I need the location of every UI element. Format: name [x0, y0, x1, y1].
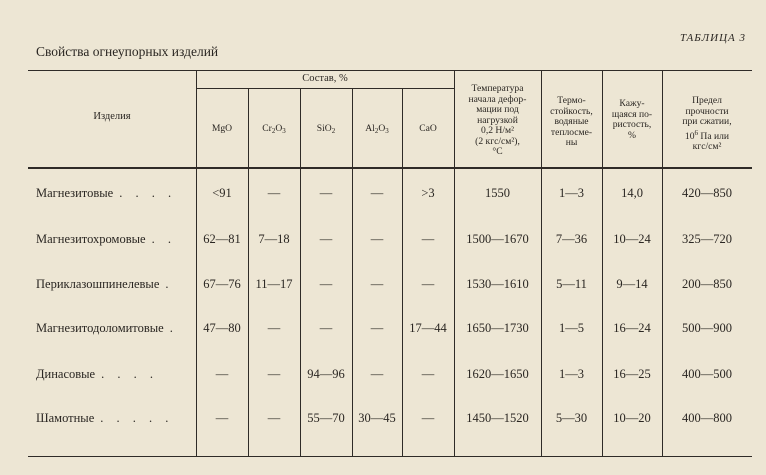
header-thermal-stability: Термо- стойкость, водяные теплосме- ны — [550, 95, 593, 148]
cell-sio2: 94—96 — [307, 367, 345, 381]
cell-al2o3: 30—45 — [358, 411, 396, 425]
cell-sio2: — — [319, 232, 333, 246]
cell-strength: 200—850 — [682, 277, 732, 291]
table-number-label: ТАБЛИЦА 3 — [680, 32, 746, 44]
cell-sio2: — — [319, 277, 333, 291]
cell-al2o3: — — [370, 277, 384, 291]
cell-cr2o3: 7—18 — [258, 232, 290, 246]
header-temperature: Температура начала дефор- мации под нагрузкой 0,2 Н/м² (2 кгс/см²), °C — [468, 83, 527, 157]
cell-cr2o3: — — [267, 321, 281, 335]
cell-thermo: 5—30 — [555, 411, 588, 425]
header-product-label: Изделия — [93, 111, 131, 122]
col-divider — [300, 88, 301, 456]
bottom-rule — [28, 456, 752, 457]
cell-cr2o3: — — [267, 186, 281, 200]
cell-mgo: — — [215, 411, 229, 425]
cell-porosity: 10—20 — [613, 411, 651, 425]
header-al2o3: $Al_2O_3$ — [365, 123, 389, 135]
col-divider — [402, 88, 403, 456]
cell-temp: 1500—1670 — [466, 232, 529, 246]
cell-strength: 420—850 — [682, 186, 732, 200]
cell-cr2o3: — — [267, 411, 281, 425]
row-name: Периклазошпинелевые . — [36, 277, 174, 291]
header-composition-label: Состав, % — [302, 73, 348, 84]
header-cao: CaO — [419, 123, 437, 134]
cell-thermo: 7—36 — [555, 232, 588, 246]
header-bottom-rule — [28, 167, 752, 169]
composition-rule — [196, 88, 454, 89]
cell-strength: 325—720 — [682, 232, 732, 246]
cell-mgo: — — [215, 367, 229, 381]
cell-thermo: 1—3 — [559, 186, 584, 200]
header-strength: Предел прочности при сжатии, $10^6$ Па или кгс/см² — [682, 95, 732, 152]
cell-mgo: 62—81 — [203, 232, 241, 246]
header-product — [28, 112, 196, 123]
header-cr2o3: $Cr_2O_3$ — [262, 123, 286, 135]
cell-cao: — — [421, 277, 435, 291]
row-name: Магнезитовые . . . . — [36, 186, 177, 200]
cell-porosity: 9—14 — [616, 277, 648, 291]
cell-cao: 17—44 — [409, 321, 447, 335]
cell-al2o3: — — [370, 186, 384, 200]
cell-temp: 1450—1520 — [466, 411, 529, 425]
cell-cao: — — [421, 411, 435, 425]
col-divider — [248, 88, 249, 456]
cell-mgo: 47—80 — [203, 321, 241, 335]
header-porosity: Кажу- щаяся по- ристость, % — [611, 98, 653, 141]
cell-temp: 1650—1730 — [466, 321, 529, 335]
cell-sio2: 55—70 — [307, 411, 345, 425]
cell-strength: 500—900 — [682, 321, 732, 335]
cell-cr2o3: — — [267, 367, 281, 381]
cell-cao: — — [421, 367, 435, 381]
cell-al2o3: — — [370, 321, 384, 335]
cell-strength: 400—800 — [682, 411, 732, 425]
cell-porosity: 16—24 — [613, 321, 651, 335]
cell-mgo: <91 — [212, 186, 232, 200]
cell-cr2o3: 11—17 — [255, 277, 293, 291]
cell-porosity: 10—24 — [613, 232, 651, 246]
header-sio2: SiO$_2$ — [316, 123, 336, 135]
header-composition — [196, 74, 454, 85]
cell-porosity: 14,0 — [621, 186, 643, 200]
cell-cao: >3 — [421, 186, 435, 200]
cell-thermo: 1—3 — [559, 367, 584, 381]
table-caption: Свойства огнеупорных изделий — [36, 44, 219, 59]
cell-mgo: 67—76 — [203, 277, 241, 291]
cell-strength: 400—500 — [682, 367, 732, 381]
cell-sio2: — — [319, 186, 333, 200]
row-name: Динасовые . . . . — [36, 367, 158, 381]
cell-thermo: 5—11 — [556, 277, 587, 291]
cell-temp: 1620—1650 — [466, 367, 529, 381]
row-name: Магнезитодоломитовые . — [36, 321, 178, 335]
cell-temp: 1530—1610 — [466, 277, 529, 291]
header-mgo: MgO — [211, 123, 233, 134]
cell-al2o3: — — [370, 232, 384, 246]
cell-cao: — — [421, 232, 435, 246]
cell-sio2: — — [319, 321, 333, 335]
row-name: Магнезитохромовые . . — [36, 232, 176, 246]
cell-al2o3: — — [370, 367, 384, 381]
col-divider — [352, 88, 353, 456]
cell-porosity: 16—25 — [613, 367, 651, 381]
cell-temp: 1550 — [485, 186, 510, 200]
cell-thermo: 1—5 — [559, 321, 584, 335]
row-name: Шамотные . . . . . — [36, 411, 174, 425]
top-rule — [28, 70, 752, 71]
